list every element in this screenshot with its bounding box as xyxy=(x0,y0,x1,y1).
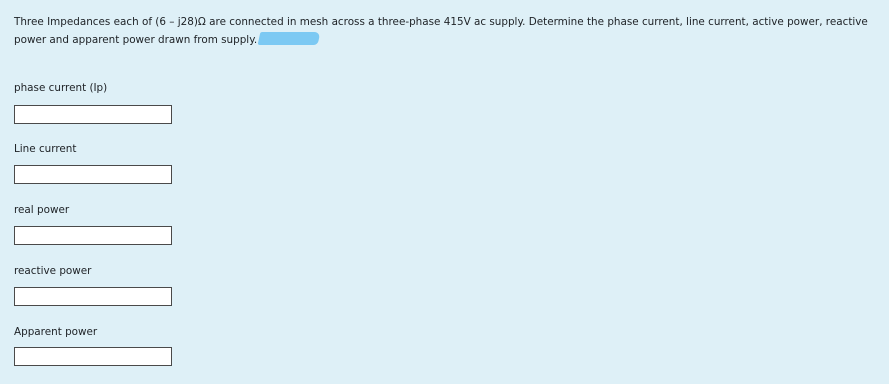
line-current-input[interactable] xyxy=(14,165,172,184)
phase-current-input[interactable] xyxy=(14,105,172,124)
answer-label-apparent-power: Apparent power xyxy=(14,326,98,338)
answer-label-real-power: real power xyxy=(14,204,70,216)
highlight-mark xyxy=(258,32,321,45)
answer-label-phase-current: phase current (Ip) xyxy=(14,82,108,94)
question-text: Three Impedances each of (6 – j28)Ω are connected in mesh across a three-phase 415V ac supply. Determine the phase current, line current, active power, reactive power and apparent power drawn from supply. xyxy=(14,16,868,46)
apparent-power-input[interactable] xyxy=(14,347,172,366)
answer-field-apparent-power xyxy=(14,325,97,339)
answer-field-reactive-power xyxy=(14,264,91,278)
answer-label-line-current: Line current xyxy=(14,143,77,155)
question-text-block xyxy=(14,13,876,49)
real-power-input[interactable] xyxy=(14,226,172,245)
answer-field-real-power xyxy=(14,203,69,217)
answer-label-reactive-power: reactive power xyxy=(14,265,92,277)
answer-field-line-current xyxy=(14,142,76,156)
reactive-power-input[interactable] xyxy=(14,287,172,306)
answer-field-phase-current xyxy=(14,81,107,95)
